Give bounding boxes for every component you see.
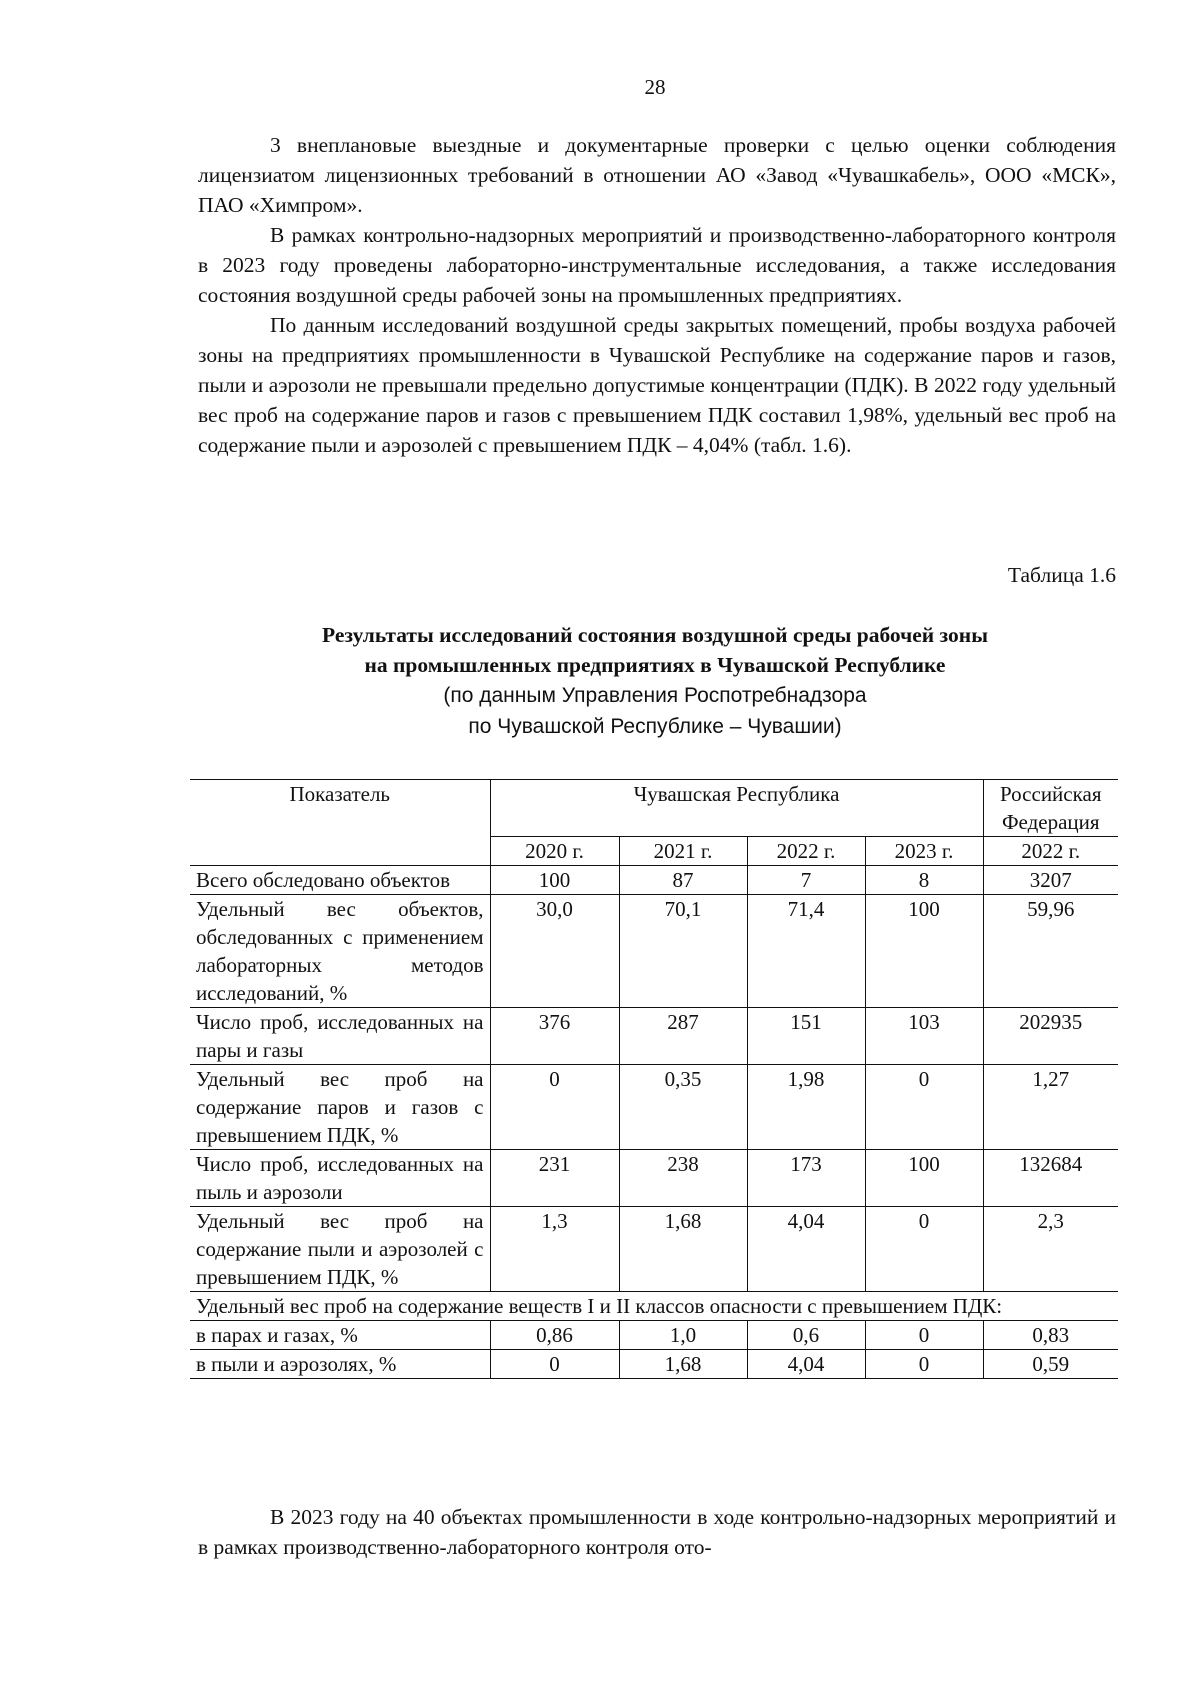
cell: 238 [619, 1150, 747, 1207]
cell: 0,83 [983, 1321, 1118, 1350]
table-row [190, 1321, 1118, 1350]
table-row [190, 866, 1118, 895]
table-row [190, 1150, 1118, 1207]
cell: 0 [490, 1065, 619, 1150]
cell: 0 [490, 1350, 619, 1379]
cell: 103 [865, 1008, 983, 1065]
row-label: Число проб, исследованных на пары и газы [196, 1010, 484, 1062]
cell: 231 [490, 1150, 619, 1207]
row-label: в пыли и аэрозолях, % [196, 1352, 397, 1376]
cell: 100 [490, 866, 619, 895]
row-label: в парах и газах, % [196, 1323, 358, 1347]
cell: 151 [747, 1008, 865, 1065]
paragraph: В рамках контрольно-надзорных мероприятий и производственно-лабораторного контроля в 2023 году проведены лабораторно-инструментальные исследования, а также исследования состояния воздушной среды рабочей зоны на промышленных предприятиях. [198, 223, 1116, 307]
cell: 2,3 [983, 1207, 1118, 1292]
header-region: Чувашская Республика [490, 780, 983, 837]
paragraph: В 2023 году на 40 объектах промышленности в ходе контрольно-надзорных мероприятий и в рамках производственно-лабораторного контроля ото- [198, 1505, 1116, 1559]
row-label: Удельный вес проб на содержание паров и газов с превышением ПДК, % [196, 1067, 484, 1147]
table-title-line: Результаты исследований состояния воздушной среды рабочей зоны [322, 623, 988, 647]
cell: 0,35 [619, 1065, 747, 1150]
cell: 0 [865, 1321, 983, 1350]
cell: 70,1 [619, 895, 747, 1008]
cell: 3207 [983, 866, 1118, 895]
cell: 0 [865, 1065, 983, 1150]
cell: 0 [865, 1350, 983, 1379]
header-year: 2022 г. [747, 837, 865, 866]
cell: 1,0 [619, 1321, 747, 1350]
table-row [190, 1350, 1118, 1379]
header-federation: Российская Федерация [983, 780, 1118, 837]
cell: 1,98 [747, 1065, 865, 1150]
table-subtitle-line: (по данным Управления Роспотребнадзора [443, 684, 867, 707]
paragraph: 3 внеплановые выездные и документарные проверки с целью оценки соблюдения лицензиатом лицензионных требований в отношении АО «Завод «Чувашкабель», ООО «МСК», ПАО «Химпром». [198, 133, 1116, 217]
header-year: 2021 г. [619, 837, 747, 866]
cell: 0 [865, 1207, 983, 1292]
header-year: 2023 г. [865, 837, 983, 866]
cell: 1,27 [983, 1065, 1118, 1150]
body-text-bottom [198, 1502, 1116, 1562]
header-year: 2020 г. [490, 837, 619, 866]
table-row [190, 1065, 1118, 1150]
cell: 1,68 [619, 1350, 747, 1379]
cell: 4,04 [747, 1207, 865, 1292]
page-number: 28 [644, 75, 666, 99]
cell: 87 [619, 866, 747, 895]
row-label: Число проб, исследованных на пыль и аэрозоли [196, 1152, 484, 1204]
cell: 30,0 [490, 895, 619, 1008]
cell: 7 [747, 866, 865, 895]
table-span-row [190, 1292, 1118, 1321]
table-title-line: на промышленных предприятиях в Чувашской Республике [364, 653, 946, 677]
cell: 287 [619, 1008, 747, 1065]
cell: 100 [865, 895, 983, 1008]
row-label: Удельный вес проб на содержание пыли и аэрозолей с превышением ПДК, % [196, 1209, 484, 1289]
cell: 0,6 [747, 1321, 865, 1350]
cell: 132684 [983, 1150, 1118, 1207]
row-label: Удельный вес объектов, обследованных с применением лабораторных методов исследований, % [196, 897, 484, 1005]
header-federation-year: 2022 г. [983, 837, 1118, 866]
cell: 59,96 [983, 895, 1118, 1008]
results-table [190, 779, 1118, 1379]
cell: 100 [865, 1150, 983, 1207]
cell: 71,4 [747, 895, 865, 1008]
header-indicator: Показатель [190, 780, 490, 866]
table-row [190, 895, 1118, 1008]
table-subtitle-line: по Чувашской Республике – Чувашии) [468, 715, 842, 738]
table-label: Таблица 1.6 [1007, 563, 1116, 587]
span-row-label: Удельный вес проб на содержание веществ I и II классов опасности с превышением ПДК: [196, 1294, 1003, 1318]
cell: 1,68 [619, 1207, 747, 1292]
cell: 376 [490, 1008, 619, 1065]
cell: 1,3 [490, 1207, 619, 1292]
cell: 8 [865, 866, 983, 895]
table-row [190, 1008, 1118, 1065]
table-title [190, 620, 1120, 742]
cell: 0,86 [490, 1321, 619, 1350]
cell: 4,04 [747, 1350, 865, 1379]
body-text-top [198, 130, 1116, 460]
paragraph: По данным исследований воздушной среды закрытых помещений, пробы воздуха рабочей зоны на предприятиях промышленности в Чувашской Республике на содержание паров и газов, пыли и аэрозоли не превышали предельно допустимые концентрации (ПДК). В 2022 году удельный вес проб на содержание паров и газов с превышением ПДК составил 1,98%, удельный вес проб на содержание пыли и аэрозолей с превышением ПДК – 4,04% (табл. 1.6). [198, 313, 1116, 457]
cell: 202935 [983, 1008, 1118, 1065]
table-row [190, 1207, 1118, 1292]
cell: 173 [747, 1150, 865, 1207]
row-label: Всего обследовано объектов [196, 868, 450, 892]
cell: 0,59 [983, 1350, 1118, 1379]
